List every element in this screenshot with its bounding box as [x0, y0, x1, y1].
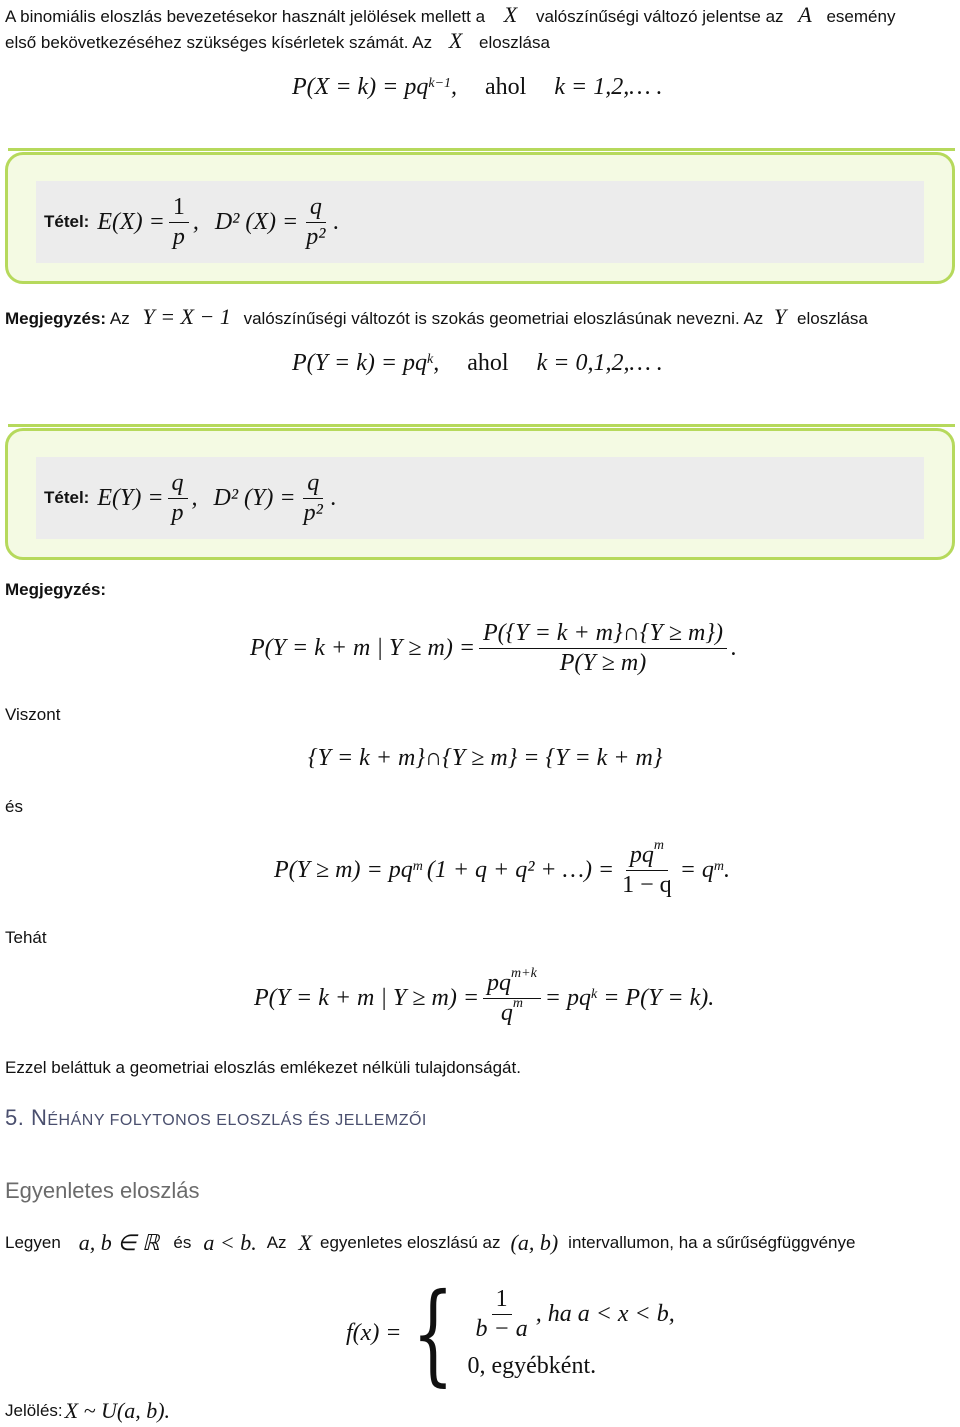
uniform-az: Az	[266, 1233, 287, 1252]
formula3-num: P({Y = k + m}∩{Y ≥ m})	[479, 620, 727, 649]
formula5-num-exp: m	[653, 838, 664, 853]
theorem2-label: Tétel:	[44, 488, 90, 507]
theorem2-end: .	[330, 484, 337, 511]
uniform-text2: intervallumon, ha a sűrűségfüggvénye	[568, 1233, 856, 1252]
theorem2-content	[36, 457, 924, 539]
remark1	[5, 304, 868, 330]
formula6-lhs: P(Y = k + m | Y ≥ m) =	[254, 985, 480, 1011]
formula-conditional	[250, 620, 737, 677]
formula5-exp: m	[412, 858, 423, 874]
theorem1-d-den: p²	[306, 223, 326, 250]
theorem1-e-frac	[169, 194, 189, 251]
formula-memoryless	[254, 966, 715, 1027]
formula-uniform-density	[346, 1269, 675, 1397]
theorem1-content	[36, 181, 924, 263]
formula5-den: 1 − q	[622, 872, 672, 898]
formula5-num: pq	[629, 842, 654, 868]
formula1-comma: ,	[451, 74, 458, 100]
formula2-ahol: ahol	[467, 350, 509, 376]
formula-event-identity: {Y = k + m}∩{Y ≥ m} = {Y = k + m}	[308, 745, 663, 771]
formula-geometric-pmf	[292, 74, 663, 101]
remark1-end: eloszlása	[797, 309, 868, 328]
density-num: 1	[492, 1286, 512, 1315]
formula6-num: pq	[487, 970, 512, 996]
theorem2-e-num: q	[168, 470, 188, 499]
theorem1-box	[5, 152, 955, 284]
formula6-mid: = pq	[544, 985, 591, 1011]
theorem1-d-lhs: D² (X) =	[214, 208, 299, 235]
intro-text-e: eloszlása	[479, 33, 550, 52]
intro-line2	[5, 28, 550, 54]
notation-label: Jelölés:	[5, 1401, 63, 1420]
uniform-definition	[5, 1230, 855, 1256]
theorem1-rule	[8, 148, 955, 151]
formula3-den: P(Y ≥ m)	[559, 650, 647, 676]
formula6-den-exp: m	[512, 996, 523, 1011]
es-text: és	[5, 797, 23, 816]
left-brace: {	[411, 1269, 454, 1397]
remark1-label: Megjegyzés:	[5, 309, 107, 328]
theorem1-e-den: p	[172, 223, 185, 250]
formula6-mid-exp: k	[591, 986, 598, 1002]
var-a: A	[798, 2, 812, 27]
notation-expr: X ~ U(a, b).	[64, 1398, 171, 1423]
formula5-rhs-exp: m	[713, 858, 725, 874]
section-first-letter: N	[30, 1105, 48, 1130]
formula3-frac	[479, 620, 727, 677]
formula3-lhs: P(Y = k + m | Y ≥ m) =	[250, 635, 476, 661]
density-frac	[472, 1286, 532, 1343]
theorem1-e-num: 1	[169, 194, 189, 223]
formula2-lhs: P(Y = k) = pq	[292, 350, 428, 376]
formula6-frac	[483, 966, 541, 1027]
section-heading	[5, 1105, 427, 1131]
formula2-exp: k	[427, 351, 434, 367]
density-case1-cond: , ha a < x < b,	[535, 1301, 675, 1327]
section-title-rest: ÉHÁNY FOLYTONOS ELOSZLÁS ÉS JELLEMZŐI	[47, 1112, 427, 1129]
formula1-lhs: P(X = k) = pq	[292, 74, 429, 100]
theorem2-box	[5, 428, 955, 560]
theorem2-d-lhs: D² (Y) =	[213, 484, 296, 511]
intro-text-d: első bekövetkezéséhez szükséges kísérletek számát. Az	[5, 33, 433, 52]
density-cases	[402, 1269, 675, 1397]
remark1-var-y: Y	[774, 304, 787, 329]
formula5-lhs: P(Y ≥ m) = pq	[274, 857, 413, 883]
viszont-text: Viszont	[5, 705, 61, 724]
density-case1	[468, 1286, 675, 1343]
uniform-var-x: X	[298, 1230, 312, 1255]
theorem1-e-lhs: E(X) =	[97, 208, 165, 235]
theorem1-d-frac	[302, 194, 329, 251]
theorem1-d-num: q	[306, 194, 326, 223]
formula5-frac	[618, 838, 676, 899]
formula3-end: .	[730, 635, 737, 661]
tehat-text: Tehát	[5, 928, 47, 947]
theorem1-label: Tétel:	[44, 212, 90, 231]
theorem1-end: .	[333, 208, 340, 235]
remark1-az: Az	[109, 309, 130, 328]
intro-text-a: A binomiális eloszlás bevezetésekor használt jelölések mellett a	[5, 7, 486, 26]
density-den: b − a	[475, 1316, 528, 1342]
intro-line1	[5, 2, 895, 28]
theorem2-d-frac	[300, 470, 327, 527]
subheading-uniform: Egyenletes eloszlás	[5, 1178, 200, 1203]
section-number: 5.	[5, 1105, 31, 1130]
conclusion-text: Ezzel beláttuk a geometriai eloszlás emlékezet nélküli tulajdonságát.	[5, 1058, 521, 1077]
theorem2-d-den: p²	[303, 499, 323, 526]
theorem2-rule	[8, 424, 955, 427]
formula1-ahol: ahol	[485, 74, 527, 100]
formula1-exp: k−1	[428, 75, 452, 91]
remark1-text: valószínűségi változót is szokás geometriai eloszlásúnak nevezni. Az	[243, 309, 764, 328]
formula2-comma: ,	[433, 350, 440, 376]
formula2-rhs: k = 0,1,2,… .	[536, 350, 663, 376]
theorem2-formula: E(Y) = $\frac{q}{p}$ , D² (Y) = $\frac{q}{\text{p²}}$ .	[97, 469, 337, 526]
var-x: X	[503, 2, 518, 27]
formula6-den: q	[500, 1000, 513, 1026]
formula5-series: (1 + q + q² + …) =	[426, 857, 615, 883]
theorem2-e-den: p	[171, 499, 184, 526]
density-lhs: f(x) =	[346, 1319, 402, 1346]
density-case2: 0, egyébként.	[467, 1353, 597, 1379]
uniform-interval: (a, b)	[510, 1230, 559, 1255]
theorem2-e-lhs: E(Y) =	[97, 484, 164, 511]
formula5-end: .	[724, 857, 731, 883]
formula6-num-exp: m+k	[511, 966, 537, 981]
intro-text-b: valószínűségi változó jelentse az	[535, 7, 784, 26]
remark1-expr: Y = X − 1	[142, 304, 231, 329]
remark2-label: Megjegyzés:	[5, 580, 107, 599]
intro-text-c: esemény	[826, 7, 896, 26]
var-x-2: X	[448, 28, 463, 53]
formula-shifted-pmf	[292, 350, 663, 377]
theorem2-d-num: q	[303, 470, 323, 499]
theorem1-formula: E(X) = $\frac{1}{p}$ , D² (X) = $\frac{q}{\text{p²}}$ .	[97, 193, 340, 250]
uniform-legyen: Legyen	[5, 1233, 61, 1252]
uniform-cond1: a, b ∈ ℝ	[78, 1230, 160, 1255]
formula5-rhs: = q	[679, 857, 714, 883]
uniform-text1: egyenletes eloszlású az	[320, 1233, 501, 1252]
formula6-rhs: = P(Y = k).	[603, 985, 715, 1011]
density-case-rows	[468, 1286, 675, 1380]
formula1-rhs: k = 1,2,… .	[554, 74, 663, 100]
uniform-es: és	[173, 1233, 192, 1252]
uniform-cond2: a < b.	[203, 1230, 257, 1255]
theorem2-e-frac	[168, 470, 188, 527]
formula-tail-probability	[274, 838, 731, 899]
notation	[5, 1398, 170, 1424]
